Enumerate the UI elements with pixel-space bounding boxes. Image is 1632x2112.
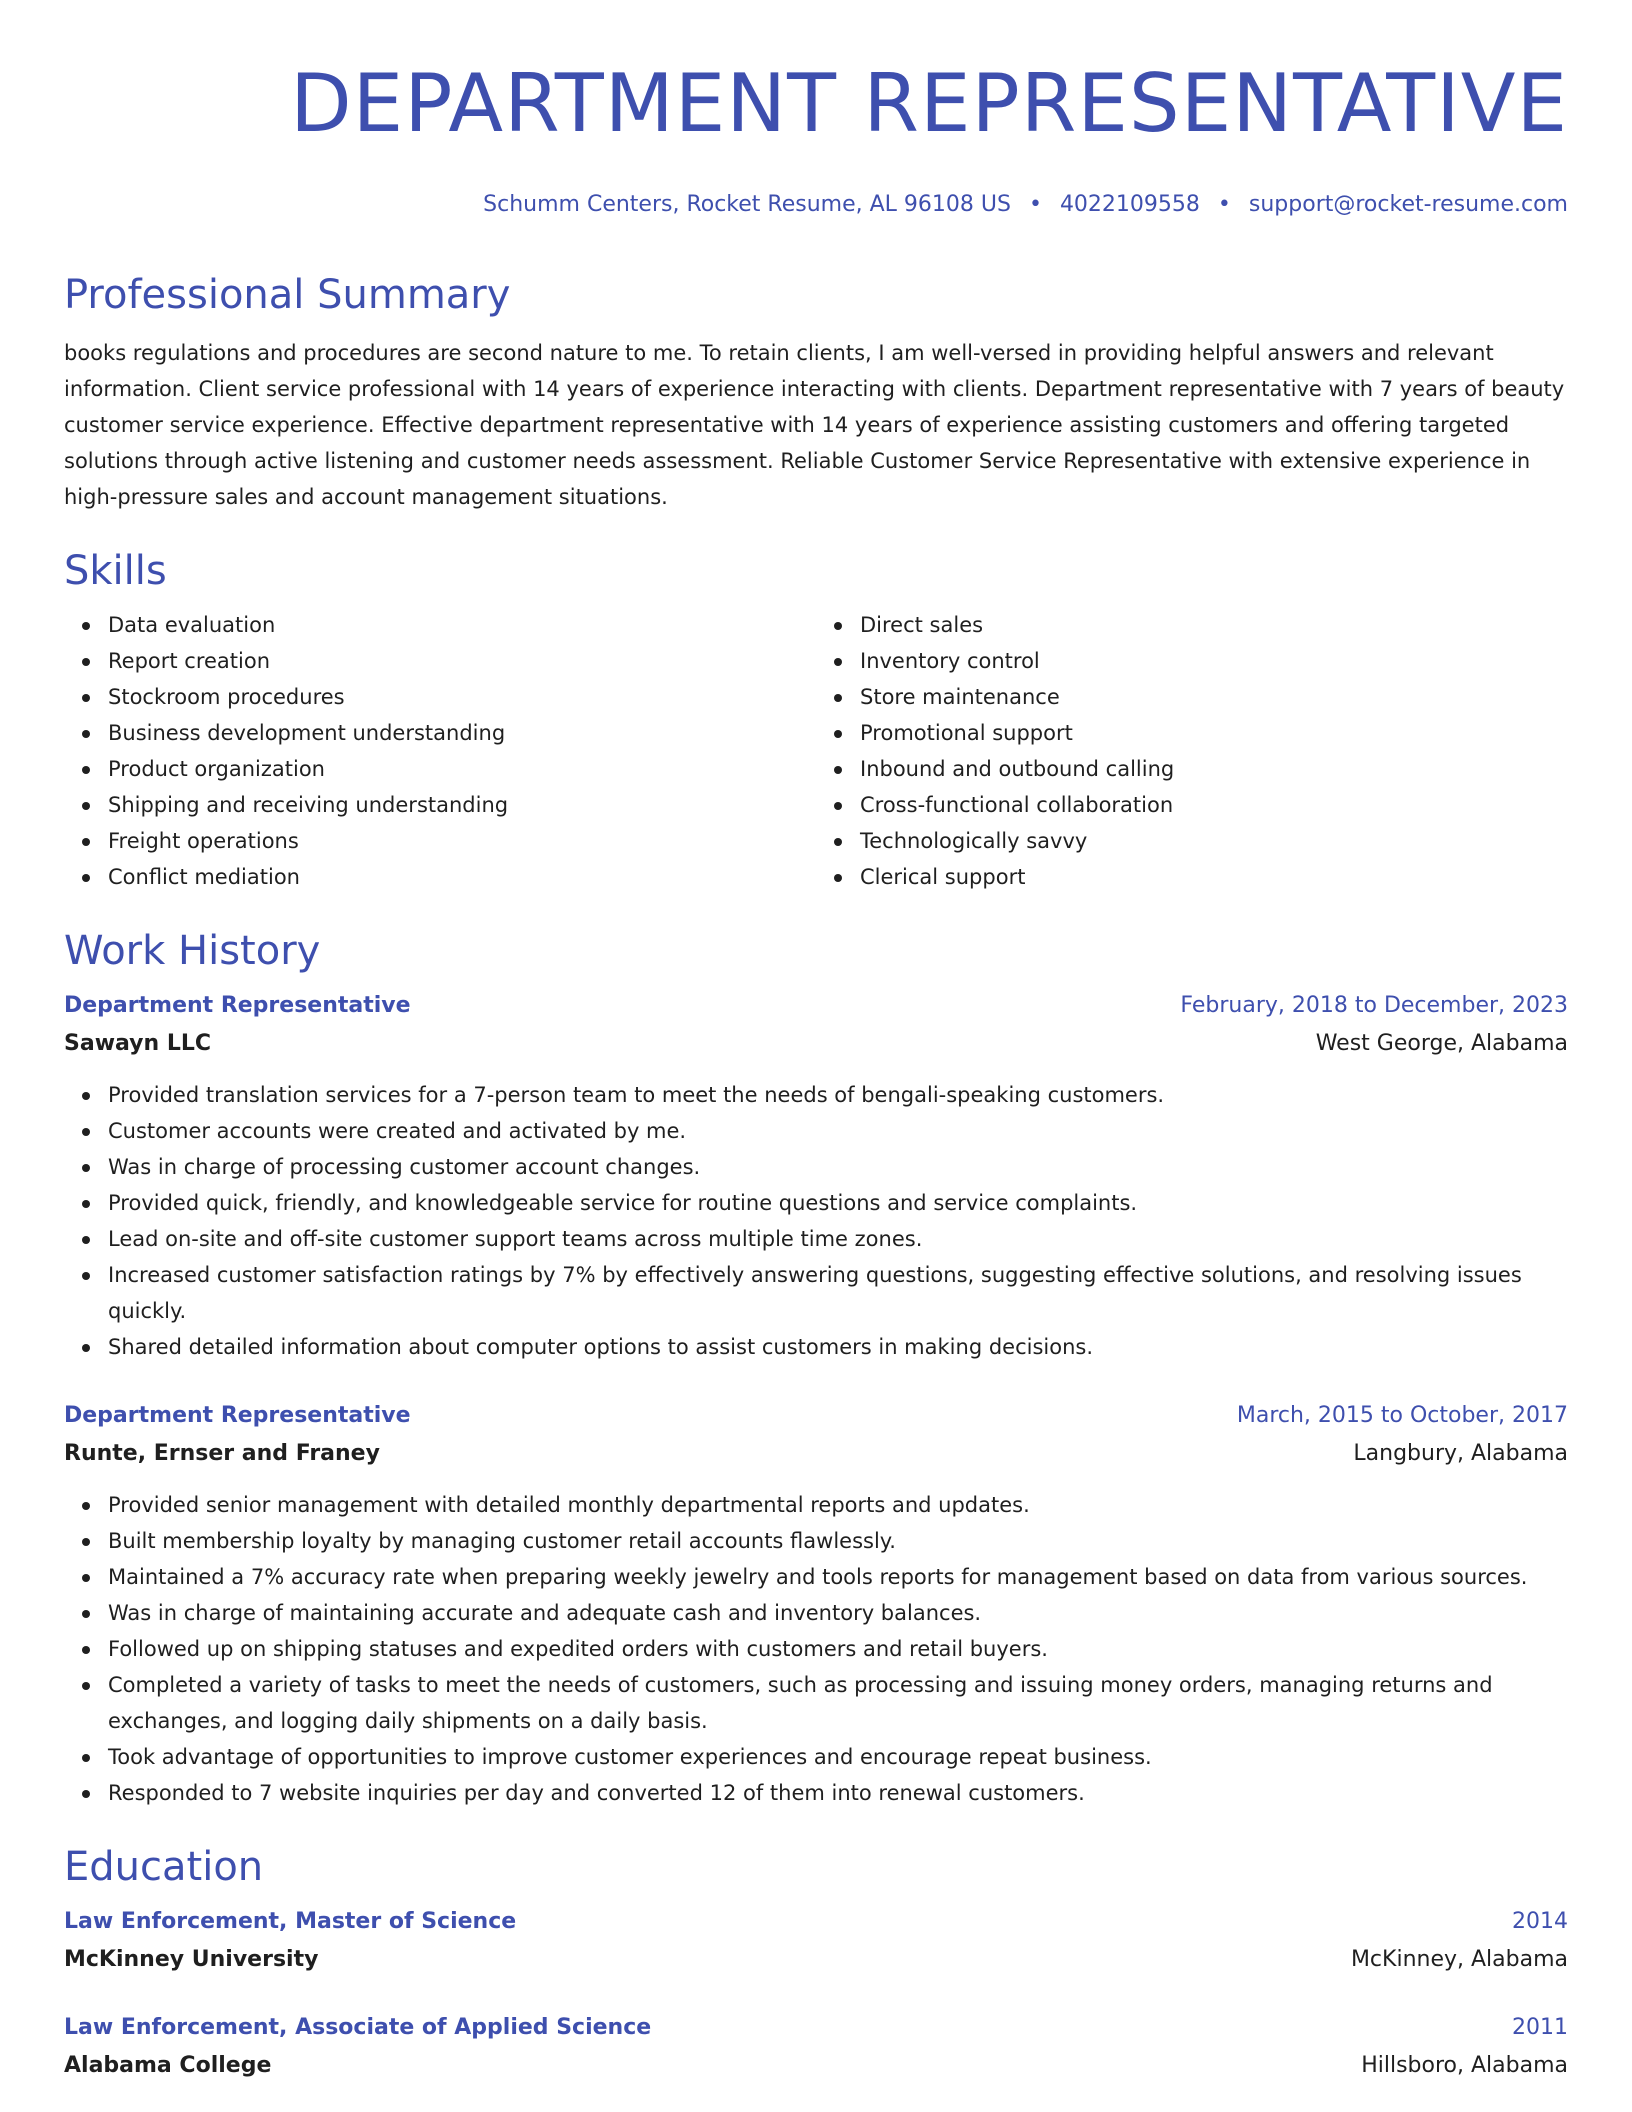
education-degree: Law Enforcement, Associate of Applied Science [64, 2015, 652, 2040]
education-subheader [64, 2047, 1568, 2085]
skill-item: Report creation [108, 643, 816, 679]
job-bullet: Was in charge of processing customer account changes. [108, 1149, 1568, 1185]
job-header [64, 1397, 1568, 1435]
skill-item: Freight operations [108, 823, 816, 859]
job-entry [64, 987, 1568, 1365]
education-header [64, 1903, 1568, 1941]
education-entry [64, 2009, 1568, 2085]
phone: 4022109558 [1059, 192, 1200, 217]
job-bullets [64, 1077, 1568, 1365]
job-entry [64, 1397, 1568, 1811]
skill-item: Promotional support [860, 715, 1568, 751]
skill-item: Stockroom procedures [108, 679, 816, 715]
job-bullet: Maintained a 7% accuracy rate when preparing weekly jewelry and tools reports for management based on data from various sources. [108, 1559, 1568, 1595]
education-year: 2011 [1512, 2015, 1568, 2040]
job-bullet: Took advantage of opportunities to improve customer experiences and encourage repeat business. [108, 1739, 1568, 1775]
job-header [64, 987, 1568, 1025]
education-subheader [64, 1941, 1568, 1979]
education-school: Alabama College [64, 2053, 272, 2078]
job-role: Department Representative [64, 993, 411, 1018]
skill-item: Direct sales [860, 607, 1568, 643]
job-location: West George, Alabama [1315, 1031, 1568, 1056]
skill-item: Business development understanding [108, 715, 816, 751]
summary-heading: Professional Summary [64, 272, 511, 318]
job-bullets [64, 1487, 1568, 1811]
resume-page [64, 0, 1568, 2085]
education-year: 2014 [1512, 1909, 1568, 1934]
job-bullet: Was in charge of maintaining accurate and adequate cash and inventory balances. [108, 1595, 1568, 1631]
job-bullet: Completed a variety of tasks to meet the needs of customers, such as processing and issuing money orders, managing returns and exchanges, and logging daily shipments on a daily basis. [108, 1667, 1568, 1739]
job-bullet: Increased customer satisfaction ratings by 7% by effectively answering questions, suggesting effective solutions, and resolving issues quickly. [108, 1257, 1568, 1329]
education-header [64, 2009, 1568, 2047]
skill-item: Inbound and outbound calling [860, 751, 1568, 787]
job-subheader [64, 1435, 1568, 1473]
job-bullet: Lead on-site and off-site customer support teams across multiple time zones. [108, 1221, 1568, 1257]
education-location: McKinney, Alabama [1350, 1947, 1568, 1972]
education-school: McKinney University [64, 1947, 319, 1972]
education-heading: Education [64, 1844, 264, 1890]
skills-column-right [816, 607, 1568, 895]
skills-column-left [64, 607, 816, 895]
job-subheader [64, 1025, 1568, 1063]
skills-heading: Skills [64, 548, 167, 594]
page-title: DEPARTMENT REPRESENTATIVE [290, 57, 1568, 150]
skill-item: Store maintenance [860, 679, 1568, 715]
job-location: Langbury, Alabama [1353, 1441, 1568, 1466]
job-bullet: Provided translation services for a 7-person team to meet the needs of bengali-speaking customers. [108, 1077, 1568, 1113]
education-entry [64, 1903, 1568, 1979]
separator-dot: • [1217, 192, 1231, 217]
job-bullet: Built membership loyalty by managing customer retail accounts flawlessly. [108, 1523, 1568, 1559]
education-degree: Law Enforcement, Master of Science [64, 1909, 517, 1934]
skill-item: Inventory control [860, 643, 1568, 679]
skill-item: Product organization [108, 751, 816, 787]
separator-dot: • [1028, 192, 1042, 217]
skill-item: Conflict mediation [108, 859, 816, 895]
job-dates: February, 2018 to December, 2023 [1180, 993, 1568, 1018]
job-company: Sawayn LLC [64, 1031, 212, 1056]
address: Schumm Centers, Rocket Resume, AL 96108 US [483, 192, 1011, 217]
email-link[interactable]: support@rocket-resume.com [1248, 192, 1568, 217]
skill-item: Technologically savvy [860, 823, 1568, 859]
skill-item: Clerical support [860, 859, 1568, 895]
job-dates: March, 2015 to October, 2017 [1236, 1403, 1568, 1428]
skill-item: Cross-functional collaboration [860, 787, 1568, 823]
skill-item: Data evaluation [108, 607, 816, 643]
education-location: Hillsboro, Alabama [1361, 2053, 1568, 2078]
job-bullet: Followed up on shipping statuses and expedited orders with customers and retail buyers. [108, 1631, 1568, 1667]
job-bullet: Provided senior management with detailed monthly departmental reports and updates. [108, 1487, 1568, 1523]
work-history-heading: Work History [64, 928, 321, 974]
job-bullet: Shared detailed information about computer options to assist customers in making decisions. [108, 1329, 1568, 1365]
skill-item: Shipping and receiving understanding [108, 787, 816, 823]
job-bullet: Customer accounts were created and activated by me. [108, 1113, 1568, 1149]
job-bullet: Provided quick, friendly, and knowledgeable service for routine questions and service complaints. [108, 1185, 1568, 1221]
contact-line [64, 192, 1568, 222]
skills-grid [64, 607, 1568, 895]
job-bullet: Responded to 7 website inquiries per day and converted 12 of them into renewal customers. [108, 1775, 1568, 1811]
job-company: Runte, Ernser and Franey [64, 1441, 380, 1466]
job-role: Department Representative [64, 1403, 411, 1428]
summary-text: books regulations and procedures are second nature to me. To retain clients, I am well-versed in providing helpful answers and relevant information. Client service professional with 14 years of experience interacting with clients. Department representative with 7 years of beauty customer service experience. Effective department representative with 14 years of experience assisting customers and offering targeted solutions through active listening and customer needs assessment. Reliable Customer Service Representative with extensive experience in high-pressure sales and account management situations. [64, 341, 1565, 509]
